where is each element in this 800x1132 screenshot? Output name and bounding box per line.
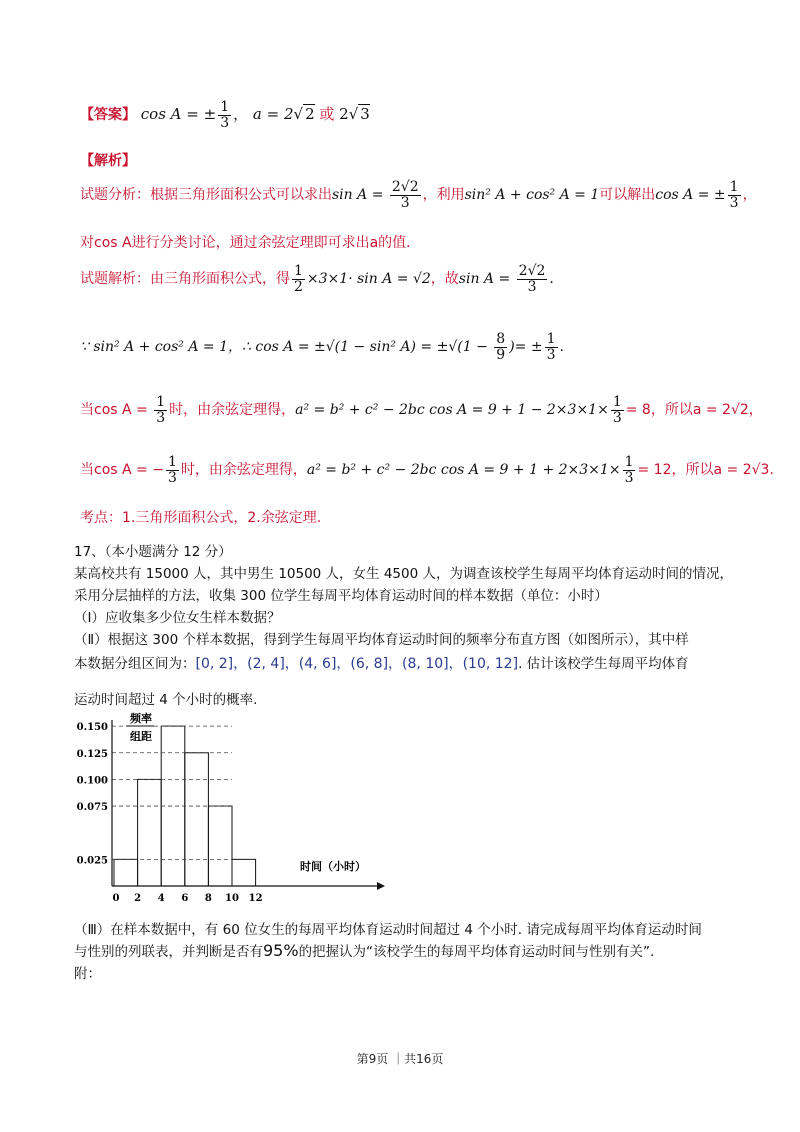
- x-tick-label: 12: [248, 893, 263, 904]
- histogram-bar: [232, 859, 256, 886]
- q17-part-1: （Ⅰ）应收集多少位女生样本数据？: [74, 610, 281, 626]
- x-tick-label: 2: [134, 893, 142, 904]
- ylabel-top: 频率: [130, 712, 152, 725]
- q17-para-2: 采用分层抽样的方法，收集 300 位学生每周平均体育运动时间的样本数据（单位：小时）: [74, 588, 608, 604]
- solution-line-5: 当cos A = $\frac{1}{3}$ 时，由余弦定理得，a² = b² + c² − 2bc cos A = 9 + 1 − 2×3×1× $\frac{1}{3}$ = 8，所以a = 2√2，: [80, 394, 763, 426]
- answer-cos-frac: $\frac{1}{3}$: [220, 99, 230, 131]
- histogram-bar: [208, 806, 232, 886]
- q17-para-6: 运动时间超过 4 个小时的概率.: [74, 692, 258, 708]
- q17-part-2: （Ⅱ）根据这 300 个样本数据，得到学生每周平均体育运动时间的频率分布直方图（如图所示），其中样: [74, 632, 689, 648]
- x-tick-label: 8: [204, 893, 212, 904]
- y-tick-label: 0.125: [76, 748, 108, 760]
- y-tick-label: 0.025: [76, 855, 108, 867]
- q17-para-1: 某高校共有 15000 人，其中男生 10500 人，女生 4500 人，为调查该校学生每周平均体育运动时间的情况，: [74, 566, 733, 582]
- y-tick-label: 0.075: [76, 802, 108, 814]
- answer-cos: cos A = ±: [140, 105, 217, 124]
- answer-a: a = 2: [252, 105, 294, 124]
- histogram-bar: [114, 859, 138, 886]
- confidence-level: 95%: [263, 941, 299, 960]
- q17-appendix: 附：: [74, 966, 101, 982]
- solution-line-6: 当cos A = − $\frac{1}{3}$ 时，由余弦定理得，a² = b² + c² − 2bc cos A = 9 + 1 + 2×3×1× $\frac{1}{3}$ = 12，所以a = 2√3.: [80, 454, 774, 486]
- ylabel-bottom: 组距: [130, 730, 152, 743]
- answer-tag: 【答案】: [80, 107, 136, 124]
- frequency-histogram: [72, 708, 412, 908]
- analysis-line: [80, 150, 136, 170]
- x-tick-label: 4: [157, 893, 165, 904]
- solution-line-4: ∵ sin² A + cos² A = 1，∴ cos A = ±√(1 − sin² A) = ±√(1 − $\frac{8}{9}$ )= ± $\frac{1}{3}$ .: [80, 331, 564, 363]
- y-tick-label: 0.150: [76, 722, 108, 734]
- x-tick-label: 10: [225, 893, 239, 904]
- solution-line-3: 试题解析：由三角形面积公式，得 $\frac{1}{2}$ ×3×1· sin A = √2，故sin A = $\frac{2√2}{3}$ .: [80, 263, 554, 295]
- y-tick-label: 0.100: [76, 775, 108, 787]
- solution-line-1: 试题分析：根据三角形面积公式可以求出sin A = $\frac{2√2}{3}$ ，利用sin² A + cos² A = 1可以解出cos A = ± $\frac{1}{3}$ ，: [80, 179, 757, 211]
- q17-part-3: （Ⅲ）在样本数据中，有 60 位女生的每周平均体育运动时间超过 4 个小时. 请完成每周平均体育运动时间: [74, 922, 702, 938]
- x-tick-label: 0: [112, 893, 120, 904]
- q17-para-8: 与性别的列联表，并判断是否有95%的把握认为“该校学生的每周平均体育运动时间与性别有关”.: [74, 941, 655, 960]
- q17-intervals-line: 本数据分组区间为：[0, 2]，(2, 4]，(4, 6]，(6, 8]，(8, 10]，(10, 12]. 估计该校学生每周平均体育: [74, 656, 689, 672]
- answer-line: 【答案】 cos A = ± $\frac{1}{3}$ ， a = 2√ 2 或 2√ 3: [80, 99, 370, 131]
- key-points: 考点：1.三角形面积公式，2.余弦定理.: [80, 510, 322, 526]
- histogram-bar: [185, 753, 209, 886]
- x-tick-label: 6: [181, 893, 189, 904]
- analysis-tag: 【解析】: [80, 153, 136, 169]
- page-footer: 第9页 ｜共16页: [356, 1052, 444, 1066]
- interval-list: [0, 2]，(2, 4]，(4, 6]，(6, 8]，(8, 10]，(10, 12]: [195, 656, 519, 672]
- q17-title: 17、（本小题满分 12 分）: [74, 544, 232, 560]
- x-axis-label: 时间（小时）: [300, 860, 366, 873]
- histogram-bar: [138, 779, 162, 886]
- solution-line-2: 对cos A进行分类讨论，通过余弦定理即可求出a的值.: [80, 235, 411, 251]
